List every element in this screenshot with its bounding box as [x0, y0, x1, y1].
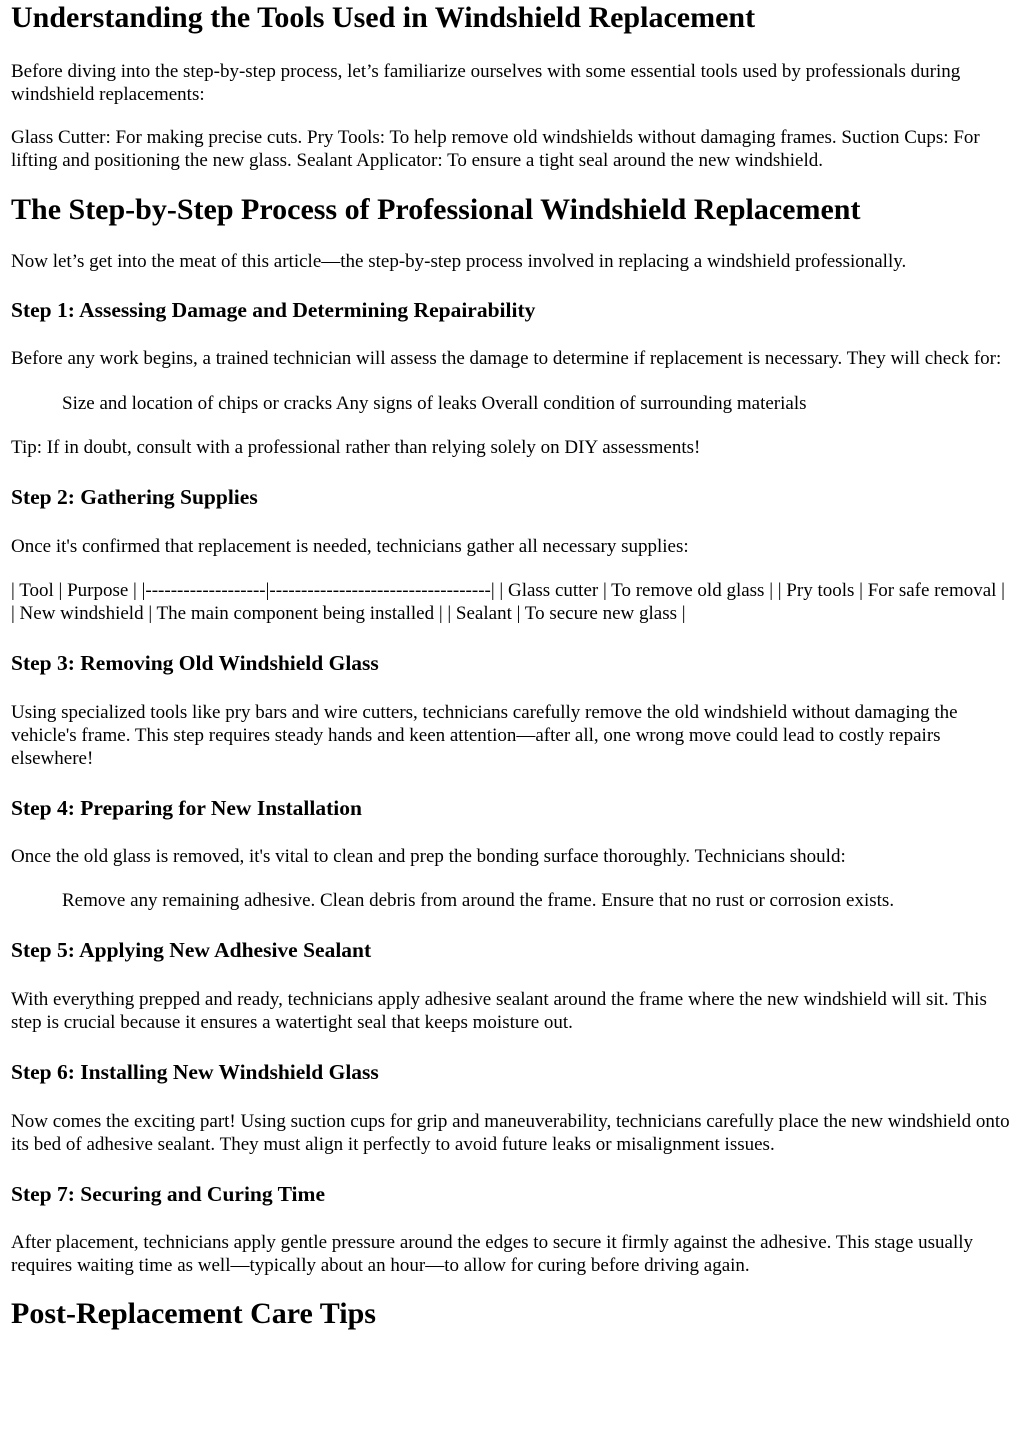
step3-paragraph: Using specialized tools like pry bars and wire cutters, technicians carefully remove the old windshield without damaging the vehicle's frame. This step requires steady hands and keen attention—after all, one wrong move could lead to costly repairs elsewhere! [11, 702, 958, 769]
step4-heading: Step 4: Preparing for New Installation [11, 796, 362, 820]
step1-checklist: Size and location of chips or cracks Any signs of leaks Overall condition of surrounding materials [62, 393, 807, 414]
step5-paragraph: With everything prepped and ready, technicians apply adhesive sealant around the frame where the new windshield will sit. This step is crucial because it ensures a watertight seal that keeps moisture out. [11, 989, 987, 1033]
step1-paragraph: Before any work begins, a trained technician will assess the damage to determine if replacement is necessary. They will check for: [11, 348, 1002, 369]
step1-heading: Step 1: Assessing Damage and Determining Repairability [11, 298, 536, 322]
step7-heading: Step 7: Securing and Curing Time [11, 1182, 325, 1206]
step2-heading: Step 2: Gathering Supplies [11, 485, 258, 509]
supplies-table-text: | Tool | Purpose | |-------------------|-----------------------------------| | Glass cutter | To remove old glass | | Pry tools | For safe removal | | New windshield | The main component being installed | | Sealant | To secure new glass | [11, 580, 1005, 624]
step3-heading: Step 3: Removing Old Windshield Glass [11, 651, 379, 675]
step6-paragraph: Now comes the exciting part! Using suction cups for grip and maneuverability, technicians carefully place the new windshield onto its bed of adhesive sealant. They must align it perfectly to avoid future leaks or misalignment issues. [11, 1111, 1010, 1155]
step1-tip: Tip: If in doubt, consult with a professional rather than relying solely on DIY assessments! [11, 437, 701, 458]
tools-intro-paragraph: Before diving into the step-by-step process, let’s familiarize ourselves with some essential tools used by professionals during windshield replacements: [11, 61, 961, 105]
step2-paragraph: Once it's confirmed that replacement is needed, technicians gather all necessary supplies: [11, 536, 689, 557]
section-heading-tools: Understanding the Tools Used in Windshield Replacement [11, 1, 756, 34]
section-heading-process: The Step-by-Step Process of Professional Windshield Replacement [11, 193, 861, 226]
step5-heading: Step 5: Applying New Adhesive Sealant [11, 938, 372, 962]
step4-paragraph: Once the old glass is removed, it's vital to clean and prep the bonding surface thoroughly. Technicians should: [11, 846, 846, 867]
tools-list-paragraph: Glass Cutter: For making precise cuts. Pry Tools: To help remove old windshields without damaging frames. Suction Cups: For lifting and positioning the new glass. Sealant Applicator: To ensure a tight seal around the new windshield. [11, 127, 980, 171]
step4-checklist: Remove any remaining adhesive. Clean debris from around the frame. Ensure that no rust or corrosion exists. [62, 890, 895, 911]
step7-paragraph: After placement, technicians apply gentle pressure around the edges to secure it firmly against the adhesive. This stage usually requires waiting time as well—typically about an hour—to allow for curing before driving again. [11, 1232, 974, 1276]
section-heading-post-care: Post-Replacement Care Tips [11, 1297, 376, 1330]
step6-heading: Step 6: Installing New Windshield Glass [11, 1060, 379, 1084]
process-intro-paragraph: Now let’s get into the meat of this article—the step-by-step process involved in replacing a windshield professionally. [11, 251, 907, 272]
